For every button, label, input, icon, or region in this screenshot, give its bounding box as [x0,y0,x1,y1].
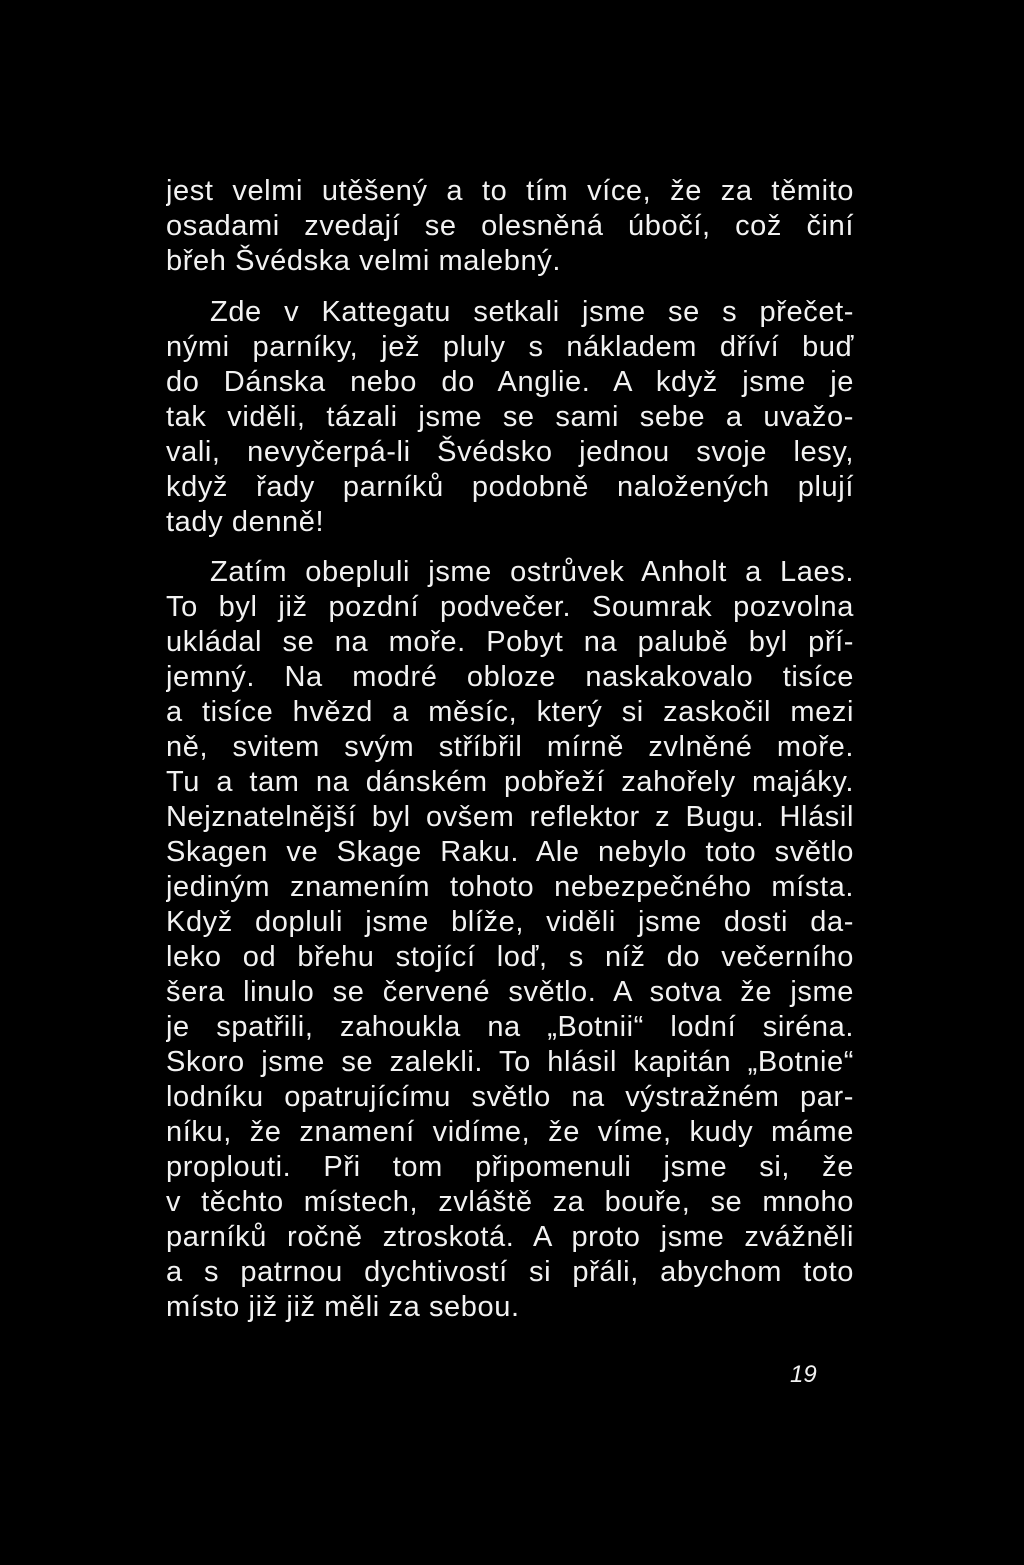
text-line: jest velmi utěšený a to tím více, že za těmito [166,175,854,207]
text-line: jediným znamením tohoto nebezpečného místa. [166,871,854,903]
paragraph-first-line: Zde v Kattegatu setkali jsme se s přečet- [210,296,854,328]
text-line: vali, nevyčerpá-li Švédsko jednou svoje lesy, [166,436,854,468]
text-line: jemný. Na modré obloze naskakovalo tisíce [166,661,854,693]
text-line: břeh Švédska velmi malebný. [166,245,561,277]
text-line: a s patrnou dychtivostí si přáli, abychom toto [166,1256,854,1288]
text-line: leko od břehu stojící loď, s níž do večerního [166,941,854,973]
paragraph-first-line: Zatím obepluli jsme ostrůvek Anholt a Laes. [210,556,854,588]
text-line: Nejznatelnější byl ovšem reflektor z Bugu. Hlásil [166,801,854,833]
text-line: do Dánska nebo do Anglie. A když jsme je [166,366,854,398]
text-line: když řady parníků podobně naložených plují [166,471,854,503]
text-line: proplouti. Při tom připomenuli jsme si, že [166,1151,854,1183]
text-line: To byl již pozdní podvečer. Soumrak pozvolna [166,591,854,623]
text-line: Tu a tam na dánském pobřeží zahořely majáky. [166,766,854,798]
text-line: je spatřili, zahoukla na „Botnii“ lodní siréna. [166,1011,854,1043]
page-number: 19 [790,1361,817,1388]
text-line: a tisíce hvězd a měsíc, který si zaskočil mezi [166,696,854,728]
text-line: lodníku opatrujícímu světlo na výstražném par- [166,1081,854,1113]
text-line: v těchto místech, zvláště za bouře, se mnoho [166,1186,854,1218]
text-line: tak viděli, tázali jsme se sami sebe a uvažo- [166,401,854,433]
text-line: nými parníky, jež pluly s nákladem dříví buď [166,331,854,363]
text-line: ukládal se na moře. Pobyt na palubě byl pří- [166,626,854,658]
text-line: šera linulo se červené světlo. A sotva že jsme [166,976,854,1008]
text-line: osadami zvedají se olesněná úbočí, což činí [166,210,854,242]
text-line: ně, svitem svým stříbřil mírně zvlněné moře. [166,731,854,763]
text-line: Skagen ve Skage Raku. Ale nebylo toto světlo [166,836,854,868]
text-line: Když dopluli jsme blíže, viděli jsme dosti da- [166,906,854,938]
text-line: místo již již měli za sebou. [166,1291,520,1323]
text-line: tady denně! [166,506,325,538]
text-line: Skoro jsme se zalekli. To hlásil kapitán „Botnie“ [166,1046,854,1078]
text-line: níku, že znamení vidíme, že víme, kudy máme [166,1116,854,1148]
text-line: parníků ročně ztroskotá. A proto jsme zvážněli [166,1221,854,1253]
